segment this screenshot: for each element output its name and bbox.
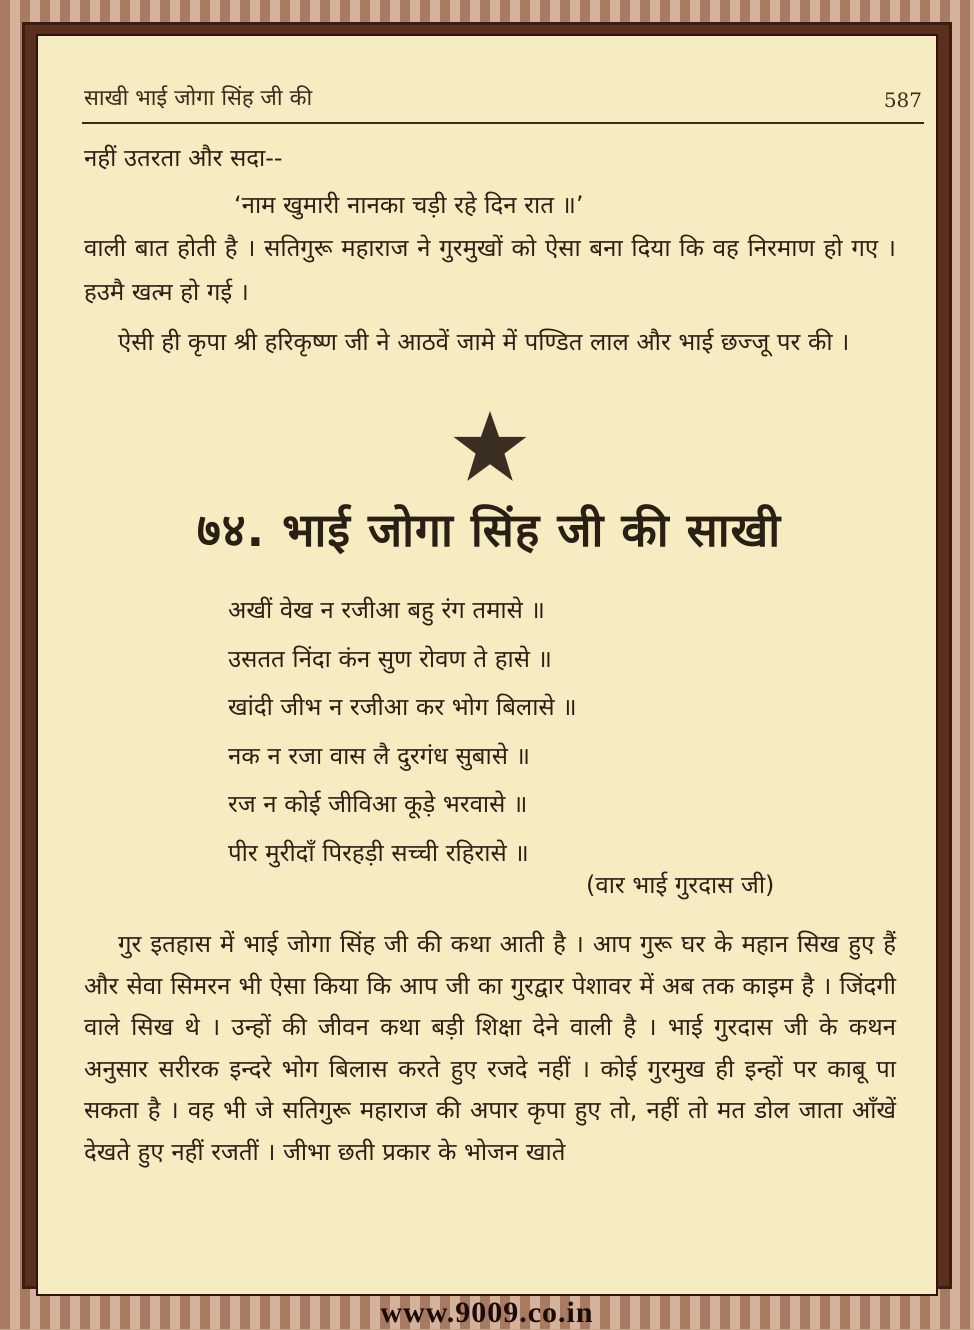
verse-line: उसतत निंदा कंन सुण रोवण ते हासे ॥: [228, 635, 788, 684]
verse-attribution: (वार भाई गुरदास जी): [586, 868, 774, 901]
chapter-title: ७४. भाई जोगा सिंह जी की साखी: [38, 498, 938, 560]
verse-line: नक न रजा वास लै दुरगंध सुबासे ॥: [228, 732, 788, 781]
running-title: साखी भाई जोगा सिंह जी की: [84, 82, 312, 112]
verse-line: अखीं वेख न रजीआ बहु रंग तमासे ॥: [228, 586, 788, 635]
page-number: 587: [884, 88, 922, 112]
header-rule: [82, 122, 924, 124]
verse-line: रज न कोई जीविआ कूड़े भरवासे ॥: [228, 780, 788, 829]
star-icon: [452, 408, 528, 484]
book-page: [36, 34, 938, 1296]
verse-block: [228, 586, 788, 877]
body-paragraph: गुर इतहास में भाई जोगा सिंह जी की कथा आती है । आप गुरू घर के महान सिख हुए हैं और सेवा सिमरन भी ऐसा किया कि आप जी का गुरद्वार पेशावर में अब तक काइम है । जिंदगी वाले सिख थे । उन्हों की जीवन कथा बड़ी शिक्षा देने वाली है । भाई गुरदास जी के कथन अनुसार सरीरक इन्दरे भोग बिलास करते हुए रजदे नहीं । कोई गुरमुख ही इन्हों पर काबू पा सकता है । वह भी जे सतिगुरू महाराज की अपार कृपा हुए तो, नहीं तो मत डोल जाता आँखें देखते हुए नहीं रजतीं । जीभा छती प्रकार के भोजन खाते: [84, 924, 896, 1173]
intro-paragraph-2: ऐसी ही कृपा श्री हरिकृष्ण जी ने आठवें जामे में पण्डित लाल और भाई छज्जू पर की ।: [84, 320, 896, 364]
quote-line: ‘नाम खुमारी नानका चड़ी रहे दिन रात ॥’: [234, 188, 794, 221]
verse-line: खांदी जीभ न रजीआ कर भोग बिलासे ॥: [228, 683, 788, 732]
intro-line: नहीं उतरता और सदा--: [84, 136, 896, 180]
verse-line: पीर मुरीदाँ पिरहड़ी सच्ची रहिरासे ॥: [228, 829, 788, 878]
intro-paragraph-1: वाली बात होती है । सतिगुरू महाराज ने गुरमुखों को ऐसा बना दिया कि वह निरमाण हो गए । हउमै खत्म हो गई ।: [84, 226, 896, 314]
footer-website-link[interactable]: www.9009.co.in: [0, 1296, 974, 1330]
